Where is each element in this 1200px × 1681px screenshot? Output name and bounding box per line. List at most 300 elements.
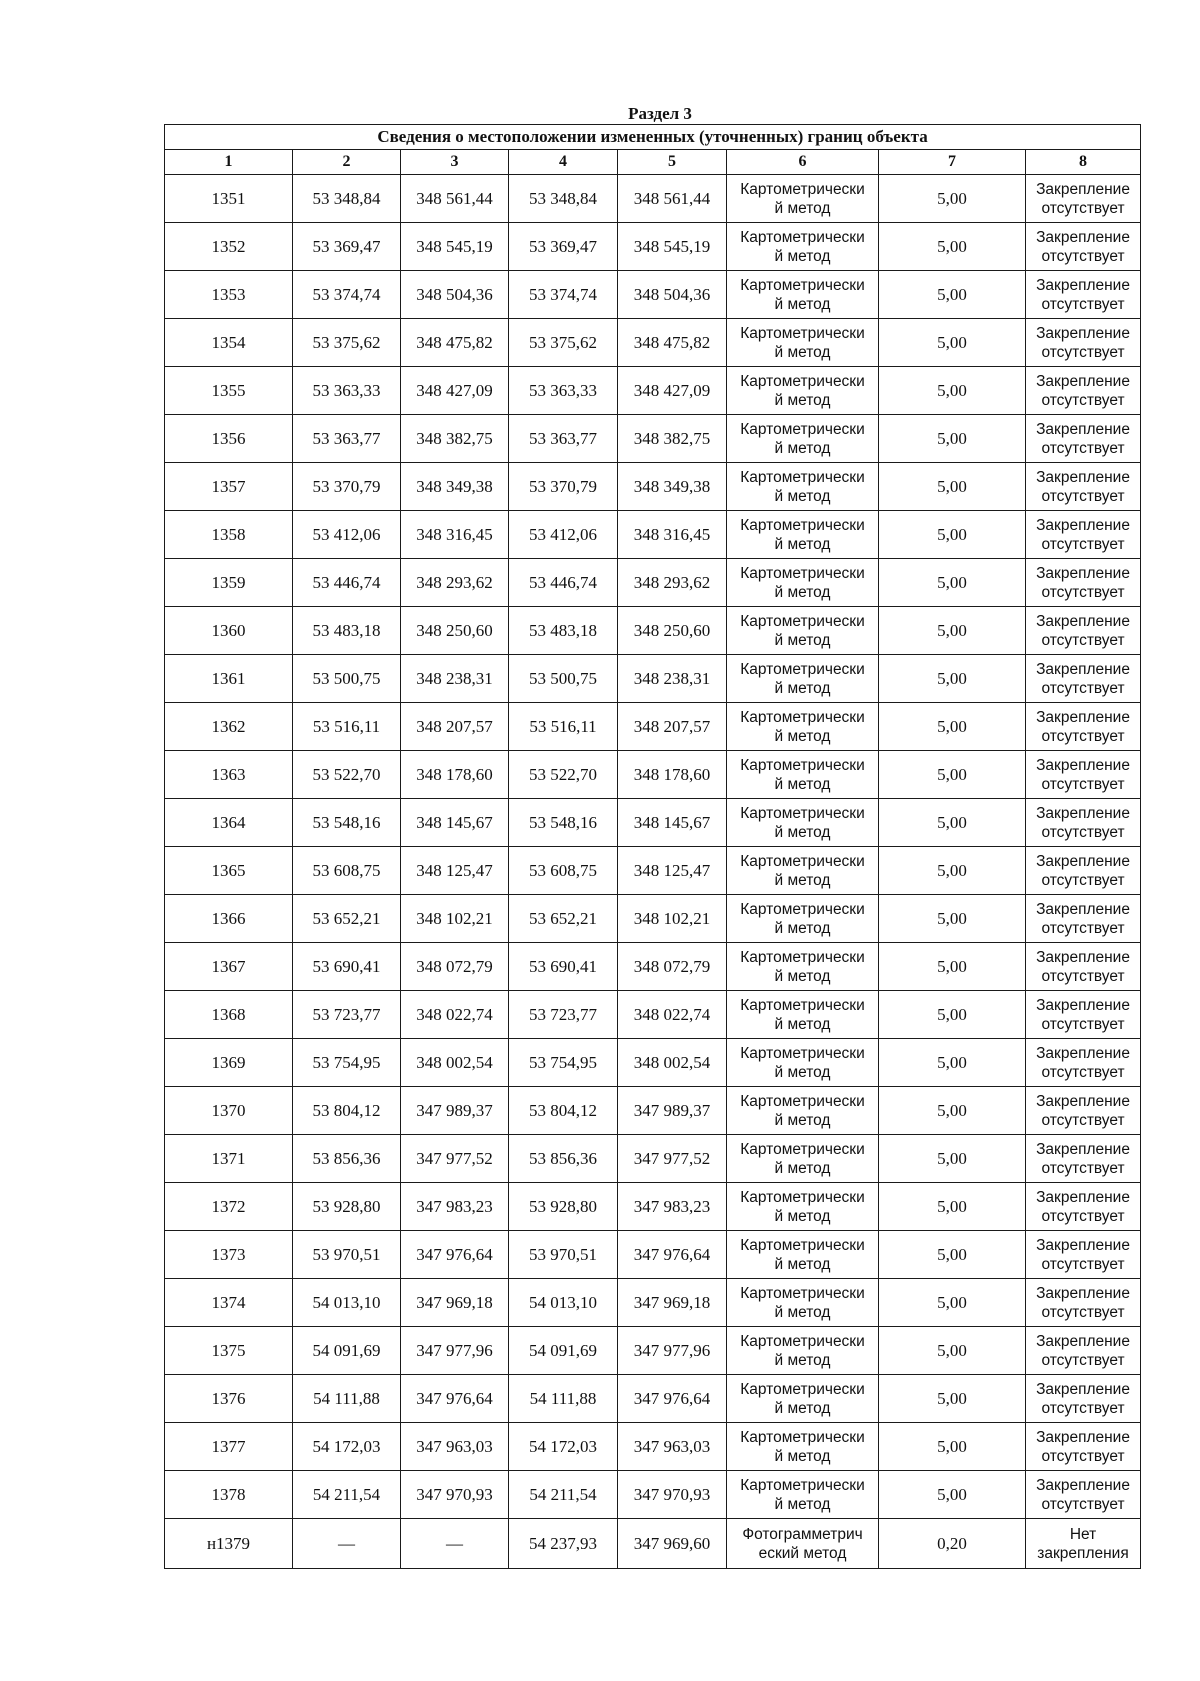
point-number-cell: 1375	[165, 1327, 293, 1375]
previous-x-cell: 53 690,41	[293, 943, 401, 991]
fixing-line-2: отсутствует	[1041, 1207, 1125, 1225]
fixing-cell	[1026, 895, 1141, 943]
fixing-cell	[1026, 607, 1141, 655]
method-cell	[727, 223, 879, 271]
table-row	[165, 751, 1141, 799]
method-cell	[727, 847, 879, 895]
refined-x-cell: 53 928,80	[509, 1183, 618, 1231]
point-number-cell: 1377	[165, 1423, 293, 1471]
table-row	[165, 1183, 1141, 1231]
table-row	[165, 1423, 1141, 1471]
fixing-cell	[1026, 1375, 1141, 1423]
method-cell	[727, 1231, 879, 1279]
fixing-cell	[1026, 655, 1141, 703]
fixing-line-2: отсутствует	[1041, 199, 1125, 217]
column-number-7: 7	[879, 150, 1026, 175]
accuracy-cell: 5,00	[879, 1039, 1026, 1087]
method-line-2: еский метод	[758, 1544, 847, 1562]
point-number-cell: 1358	[165, 511, 293, 559]
table-row	[165, 991, 1141, 1039]
refined-y-cell: 348 125,47	[618, 847, 727, 895]
accuracy-cell: 5,00	[879, 1423, 1026, 1471]
refined-y-cell: 347 976,64	[618, 1231, 727, 1279]
previous-y-cell: 348 382,75	[401, 415, 509, 463]
point-number-cell: 1354	[165, 319, 293, 367]
method-line-2: й метод	[774, 439, 831, 457]
column-number-5: 5	[618, 150, 727, 175]
method-cell	[727, 703, 879, 751]
fixing-cell	[1026, 1039, 1141, 1087]
accuracy-cell: 5,00	[879, 847, 1026, 895]
point-number-cell: 1376	[165, 1375, 293, 1423]
method-line-1: Картометрически	[740, 852, 865, 870]
fixing-line-1: Закрепление	[1036, 372, 1130, 390]
previous-y-cell: —	[401, 1519, 509, 1569]
previous-y-cell: 348 238,31	[401, 655, 509, 703]
fixing-line-1: Закрепление	[1036, 852, 1130, 870]
refined-x-cell: 53 369,47	[509, 223, 618, 271]
point-number-cell: 1361	[165, 655, 293, 703]
accuracy-cell: 5,00	[879, 511, 1026, 559]
point-number-cell: 1355	[165, 367, 293, 415]
refined-x-cell: 54 091,69	[509, 1327, 618, 1375]
refined-y-cell: 348 382,75	[618, 415, 727, 463]
method-line-1: Картометрически	[740, 1380, 865, 1398]
previous-x-cell: 53 928,80	[293, 1183, 401, 1231]
previous-x-cell: 53 500,75	[293, 655, 401, 703]
refined-y-cell: 348 145,67	[618, 799, 727, 847]
fixing-line-1: Закрепление	[1036, 516, 1130, 534]
accuracy-cell: 5,00	[879, 1327, 1026, 1375]
fixing-cell	[1026, 847, 1141, 895]
previous-x-cell: 54 211,54	[293, 1471, 401, 1519]
method-line-1: Картометрически	[740, 420, 865, 438]
method-line-1: Картометрически	[740, 996, 865, 1014]
table-row	[165, 847, 1141, 895]
accuracy-cell: 5,00	[879, 223, 1026, 271]
fixing-cell	[1026, 1519, 1141, 1569]
fixing-line-1: Закрепление	[1036, 660, 1130, 678]
previous-x-cell: 53 446,74	[293, 559, 401, 607]
fixing-line-1: Закрепление	[1036, 900, 1130, 918]
accuracy-cell: 5,00	[879, 1135, 1026, 1183]
method-line-1: Картометрически	[740, 756, 865, 774]
refined-y-cell: 348 293,62	[618, 559, 727, 607]
method-cell	[727, 751, 879, 799]
method-cell	[727, 1519, 879, 1569]
method-line-1: Картометрически	[740, 612, 865, 630]
refined-x-cell: 53 804,12	[509, 1087, 618, 1135]
method-cell	[727, 1327, 879, 1375]
table-row	[165, 1135, 1141, 1183]
table-row	[165, 1471, 1141, 1519]
fixing-line-2: отсутствует	[1041, 919, 1125, 937]
fixing-line-2: отсутствует	[1041, 631, 1125, 649]
method-cell	[727, 1087, 879, 1135]
method-cell	[727, 1135, 879, 1183]
refined-x-cell: 53 363,33	[509, 367, 618, 415]
accuracy-cell: 5,00	[879, 607, 1026, 655]
method-cell	[727, 367, 879, 415]
fixing-line-1: Закрепление	[1036, 756, 1130, 774]
section-title: Раздел 3	[628, 104, 692, 123]
method-line-1: Картометрически	[740, 1092, 865, 1110]
fixing-cell	[1026, 559, 1141, 607]
method-cell	[727, 895, 879, 943]
refined-y-cell: 348 022,74	[618, 991, 727, 1039]
refined-y-cell: 347 983,23	[618, 1183, 727, 1231]
method-cell	[727, 607, 879, 655]
fixing-line-1: Закрепление	[1036, 1380, 1130, 1398]
point-number-cell: н1379	[165, 1519, 293, 1569]
refined-y-cell: 347 989,37	[618, 1087, 727, 1135]
table-row	[165, 655, 1141, 703]
accuracy-cell: 5,00	[879, 559, 1026, 607]
method-line-2: й метод	[774, 1207, 831, 1225]
fixing-line-2: отсутствует	[1041, 295, 1125, 313]
previous-y-cell: 347 969,18	[401, 1279, 509, 1327]
table-row	[165, 559, 1141, 607]
method-cell	[727, 1423, 879, 1471]
fixing-line-1: Закрепление	[1036, 1428, 1130, 1446]
table-row	[165, 511, 1141, 559]
refined-x-cell: 53 723,77	[509, 991, 618, 1039]
refined-x-cell: 53 548,16	[509, 799, 618, 847]
previous-y-cell: 347 977,96	[401, 1327, 509, 1375]
refined-x-cell: 53 970,51	[509, 1231, 618, 1279]
fixing-cell	[1026, 991, 1141, 1039]
fixing-line-1: Закрепление	[1036, 1284, 1130, 1302]
previous-x-cell: —	[293, 1519, 401, 1569]
method-cell	[727, 1183, 879, 1231]
fixing-cell	[1026, 271, 1141, 319]
refined-y-cell: 348 427,09	[618, 367, 727, 415]
method-line-1: Картометрически	[740, 468, 865, 486]
previous-y-cell: 347 976,64	[401, 1231, 509, 1279]
refined-x-cell: 53 754,95	[509, 1039, 618, 1087]
table-row	[165, 703, 1141, 751]
fixing-cell	[1026, 319, 1141, 367]
method-line-2: й метод	[774, 919, 831, 937]
refined-y-cell: 348 561,44	[618, 175, 727, 223]
method-line-1: Картометрически	[740, 1284, 865, 1302]
method-line-2: й метод	[774, 1159, 831, 1177]
refined-y-cell: 348 349,38	[618, 463, 727, 511]
previous-y-cell: 348 002,54	[401, 1039, 509, 1087]
refined-y-cell: 348 238,31	[618, 655, 727, 703]
fixing-line-1: Закрепление	[1036, 1188, 1130, 1206]
point-number-cell: 1364	[165, 799, 293, 847]
previous-y-cell: 347 983,23	[401, 1183, 509, 1231]
refined-x-cell: 54 172,03	[509, 1423, 618, 1471]
previous-x-cell: 53 970,51	[293, 1231, 401, 1279]
fixing-line-2: отсутствует	[1041, 1111, 1125, 1129]
previous-y-cell: 348 545,19	[401, 223, 509, 271]
previous-y-cell: 348 072,79	[401, 943, 509, 991]
previous-x-cell: 53 856,36	[293, 1135, 401, 1183]
table-row	[165, 415, 1141, 463]
method-line-2: й метод	[774, 1255, 831, 1273]
refined-x-cell: 53 370,79	[509, 463, 618, 511]
previous-y-cell: 348 207,57	[401, 703, 509, 751]
table-row	[165, 319, 1141, 367]
accuracy-cell: 5,00	[879, 1087, 1026, 1135]
fixing-line-1: Закрепление	[1036, 1140, 1130, 1158]
table-row	[165, 1087, 1141, 1135]
fixing-line-2: отсутствует	[1041, 967, 1125, 985]
refined-y-cell: 347 963,03	[618, 1423, 727, 1471]
previous-x-cell: 53 375,62	[293, 319, 401, 367]
method-line-2: й метод	[774, 1351, 831, 1369]
table-row	[165, 463, 1141, 511]
fixing-line-2: отсутствует	[1041, 535, 1125, 553]
point-number-cell: 1360	[165, 607, 293, 655]
fixing-line-2: отсутствует	[1041, 679, 1125, 697]
fixing-line-1: Закрепление	[1036, 996, 1130, 1014]
fixing-cell	[1026, 463, 1141, 511]
method-cell	[727, 175, 879, 223]
point-number-cell: 1370	[165, 1087, 293, 1135]
refined-y-cell: 347 977,96	[618, 1327, 727, 1375]
method-line-1: Картометрически	[740, 804, 865, 822]
fixing-line-1: Нет	[1069, 1525, 1097, 1543]
previous-x-cell: 53 369,47	[293, 223, 401, 271]
refined-y-cell: 347 969,60	[618, 1519, 727, 1569]
method-line-1: Картометрически	[740, 276, 865, 294]
refined-x-cell: 53 652,21	[509, 895, 618, 943]
point-number-cell: 1368	[165, 991, 293, 1039]
method-cell	[727, 655, 879, 703]
refined-y-cell: 347 976,64	[618, 1375, 727, 1423]
method-line-1: Картометрически	[740, 372, 865, 390]
fixing-line-1: Закрепление	[1036, 1092, 1130, 1110]
point-number-cell: 1356	[165, 415, 293, 463]
previous-x-cell: 53 374,74	[293, 271, 401, 319]
refined-y-cell: 348 178,60	[618, 751, 727, 799]
refined-x-cell: 53 690,41	[509, 943, 618, 991]
table-row	[165, 175, 1141, 223]
previous-y-cell: 348 561,44	[401, 175, 509, 223]
point-number-cell: 1353	[165, 271, 293, 319]
method-cell	[727, 511, 879, 559]
fixing-line-2: отсутствует	[1041, 343, 1125, 361]
table-row	[165, 1519, 1141, 1569]
fixing-line-2: отсутствует	[1041, 1063, 1125, 1081]
accuracy-cell: 5,00	[879, 1471, 1026, 1519]
fixing-cell	[1026, 1423, 1141, 1471]
previous-y-cell: 348 022,74	[401, 991, 509, 1039]
fixing-line-2: отсутствует	[1041, 583, 1125, 601]
method-cell	[727, 559, 879, 607]
previous-y-cell: 347 989,37	[401, 1087, 509, 1135]
accuracy-cell: 5,00	[879, 1231, 1026, 1279]
fixing-line-2: отсутствует	[1041, 487, 1125, 505]
column-number-6: 6	[727, 150, 879, 175]
table-row	[165, 943, 1141, 991]
method-line-1: Картометрически	[740, 180, 865, 198]
previous-y-cell: 348 293,62	[401, 559, 509, 607]
previous-y-cell: 348 145,67	[401, 799, 509, 847]
fixing-line-1: Закрепление	[1036, 420, 1130, 438]
refined-x-cell: 54 237,93	[509, 1519, 618, 1569]
method-cell	[727, 1375, 879, 1423]
previous-y-cell: 348 427,09	[401, 367, 509, 415]
table-row	[165, 223, 1141, 271]
method-line-2: й метод	[774, 1447, 831, 1465]
accuracy-cell: 5,00	[879, 271, 1026, 319]
refined-x-cell: 53 608,75	[509, 847, 618, 895]
previous-x-cell: 53 608,75	[293, 847, 401, 895]
fixing-cell	[1026, 1135, 1141, 1183]
refined-x-cell: 54 013,10	[509, 1279, 618, 1327]
accuracy-cell: 5,00	[879, 415, 1026, 463]
refined-y-cell: 348 207,57	[618, 703, 727, 751]
refined-x-cell: 53 446,74	[509, 559, 618, 607]
fixing-line-1: Закрепление	[1036, 948, 1130, 966]
method-line-2: й метод	[774, 679, 831, 697]
method-line-2: й метод	[774, 535, 831, 553]
fixing-line-1: Закрепление	[1036, 324, 1130, 342]
refined-y-cell: 348 475,82	[618, 319, 727, 367]
fixing-line-2: отсутствует	[1041, 439, 1125, 457]
point-number-cell: 1357	[165, 463, 293, 511]
method-line-2: й метод	[774, 487, 831, 505]
previous-y-cell: 347 970,93	[401, 1471, 509, 1519]
method-cell	[727, 1279, 879, 1327]
fixing-cell	[1026, 175, 1141, 223]
fixing-line-1: Закрепление	[1036, 228, 1130, 246]
previous-y-cell: 347 977,52	[401, 1135, 509, 1183]
fixing-cell	[1026, 1183, 1141, 1231]
fixing-line-1: Закрепление	[1036, 276, 1130, 294]
previous-x-cell: 54 111,88	[293, 1375, 401, 1423]
previous-y-cell: 347 976,64	[401, 1375, 509, 1423]
method-cell	[727, 463, 879, 511]
fixing-line-2: отсутствует	[1041, 1255, 1125, 1273]
previous-y-cell: 348 316,45	[401, 511, 509, 559]
point-number-cell: 1378	[165, 1471, 293, 1519]
accuracy-cell: 5,00	[879, 1279, 1026, 1327]
previous-x-cell: 53 652,21	[293, 895, 401, 943]
fixing-line-2: отсутствует	[1041, 1015, 1125, 1033]
fixing-cell	[1026, 223, 1141, 271]
method-line-2: й метод	[774, 871, 831, 889]
fixing-line-1: Закрепление	[1036, 1332, 1130, 1350]
fixing-line-2: отсутствует	[1041, 823, 1125, 841]
accuracy-cell: 5,00	[879, 463, 1026, 511]
previous-x-cell: 53 754,95	[293, 1039, 401, 1087]
column-number-3: 3	[401, 150, 509, 175]
method-line-1: Картометрически	[740, 1332, 865, 1350]
previous-y-cell: 348 102,21	[401, 895, 509, 943]
fixing-cell	[1026, 1231, 1141, 1279]
point-number-cell: 1351	[165, 175, 293, 223]
refined-y-cell: 348 102,21	[618, 895, 727, 943]
accuracy-cell: 5,00	[879, 1183, 1026, 1231]
table-body	[165, 175, 1141, 1569]
previous-x-cell: 53 412,06	[293, 511, 401, 559]
table-row	[165, 895, 1141, 943]
previous-x-cell: 54 172,03	[293, 1423, 401, 1471]
fixing-cell	[1026, 415, 1141, 463]
refined-y-cell: 347 970,93	[618, 1471, 727, 1519]
accuracy-cell: 5,00	[879, 655, 1026, 703]
previous-x-cell: 53 483,18	[293, 607, 401, 655]
column-number-4: 4	[509, 150, 618, 175]
refined-y-cell: 347 969,18	[618, 1279, 727, 1327]
fixing-cell	[1026, 511, 1141, 559]
method-line-1: Картометрически	[740, 564, 865, 582]
fixing-line-1: Закрепление	[1036, 1476, 1130, 1494]
table-row	[165, 1327, 1141, 1375]
previous-x-cell: 54 091,69	[293, 1327, 401, 1375]
method-line-2: й метод	[774, 1495, 831, 1513]
method-line-2: й метод	[774, 1063, 831, 1081]
point-number-cell: 1373	[165, 1231, 293, 1279]
accuracy-cell: 0,20	[879, 1519, 1026, 1569]
previous-x-cell: 53 804,12	[293, 1087, 401, 1135]
table-row	[165, 1231, 1141, 1279]
refined-x-cell: 53 500,75	[509, 655, 618, 703]
accuracy-cell: 5,00	[879, 1375, 1026, 1423]
table-row	[165, 367, 1141, 415]
fixing-line-2: отсутствует	[1041, 1495, 1125, 1513]
fixing-cell	[1026, 703, 1141, 751]
fixing-line-2: отсутствует	[1041, 247, 1125, 265]
previous-y-cell: 348 125,47	[401, 847, 509, 895]
fixing-cell	[1026, 751, 1141, 799]
method-line-1: Картометрически	[740, 1476, 865, 1494]
method-line-2: й метод	[774, 583, 831, 601]
method-cell	[727, 271, 879, 319]
previous-x-cell: 53 363,77	[293, 415, 401, 463]
method-cell	[727, 799, 879, 847]
method-line-1: Картометрически	[740, 1044, 865, 1062]
method-line-2: й метод	[774, 823, 831, 841]
fixing-line-2: отсутствует	[1041, 1399, 1125, 1417]
refined-y-cell: 348 250,60	[618, 607, 727, 655]
fixing-line-1: Закрепление	[1036, 564, 1130, 582]
refined-x-cell: 53 375,62	[509, 319, 618, 367]
method-line-1: Картометрически	[740, 708, 865, 726]
accuracy-cell: 5,00	[879, 991, 1026, 1039]
point-number-cell: 1374	[165, 1279, 293, 1327]
previous-x-cell: 53 522,70	[293, 751, 401, 799]
fixing-cell	[1026, 1327, 1141, 1375]
refined-y-cell: 348 316,45	[618, 511, 727, 559]
previous-x-cell: 53 723,77	[293, 991, 401, 1039]
previous-x-cell: 53 370,79	[293, 463, 401, 511]
method-line-2: й метод	[774, 1399, 831, 1417]
method-line-2: й метод	[774, 1015, 831, 1033]
refined-x-cell: 53 856,36	[509, 1135, 618, 1183]
accuracy-cell: 5,00	[879, 943, 1026, 991]
accuracy-cell: 5,00	[879, 175, 1026, 223]
fixing-cell	[1026, 1279, 1141, 1327]
fixing-line-2: отсутствует	[1041, 1303, 1125, 1321]
table-caption: Сведения о местоположении измененных (уточненных) границ объекта	[165, 125, 1141, 150]
previous-x-cell: 53 363,33	[293, 367, 401, 415]
table-row	[165, 607, 1141, 655]
accuracy-cell: 5,00	[879, 367, 1026, 415]
point-number-cell: 1367	[165, 943, 293, 991]
fixing-line-1: Закрепление	[1036, 1044, 1130, 1062]
accuracy-cell: 5,00	[879, 751, 1026, 799]
fixing-line-1: Закрепление	[1036, 612, 1130, 630]
accuracy-cell: 5,00	[879, 319, 1026, 367]
previous-x-cell: 53 548,16	[293, 799, 401, 847]
previous-y-cell: 348 178,60	[401, 751, 509, 799]
